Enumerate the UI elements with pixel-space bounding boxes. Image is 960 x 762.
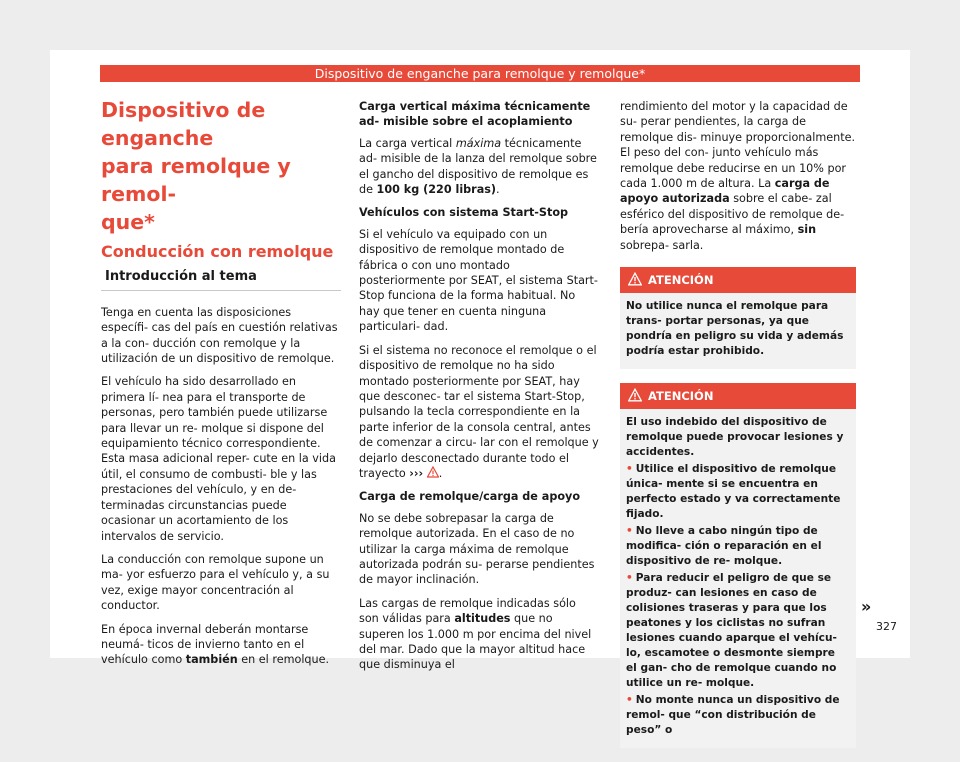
- italic-text: máxima: [455, 136, 502, 150]
- bullet-icon: •: [626, 525, 633, 538]
- text: Las cargas de remolque indicadas sólo son válidas para: [359, 596, 576, 626]
- column-3: [620, 99, 856, 762]
- text: .: [438, 466, 443, 480]
- warning-body: [620, 409, 856, 748]
- text: rendimiento del motor y la capacidad de su- perar pendientes, la carga de remolque dis- minuye proporcionalmente. El peso del con- junto vehículo más remolque debe reducirse en un 10% por cada 1.000 m de altura. La: [620, 100, 856, 191]
- paragraph: [620, 99, 856, 253]
- intro-heading: Introducción al tema: [101, 269, 341, 290]
- bullet-icon: •: [626, 694, 633, 707]
- bullet-icon: •: [626, 572, 633, 585]
- bold-text: sin: [797, 223, 817, 237]
- text: en el remolque.: [237, 653, 330, 667]
- subheading: Vehículos con sistema Start-Stop: [359, 206, 569, 220]
- continued-arrow-icon: »: [861, 597, 872, 616]
- warning-box: [620, 267, 856, 369]
- bullet-text: No monte nunca un dispositivo de remol- que “con distribución de peso” o: [626, 694, 840, 737]
- bullet-text: Para reducir el peligro de que se produz- can lesiones en caso de colisiones traseras y para que los peatones y los ciclistas no sufran lesiones cuando aparque el vehícu- lo, escamotee o desmonte siempre el gan- cho de remolque cuando no utilice un re- molque.: [626, 572, 837, 690]
- bullet-icon: •: [626, 463, 633, 476]
- text: En época invernal deberán montarse neumá- ticos de invierno tanto en el vehículo como: [101, 622, 309, 667]
- subheading: Carga de remolque/carga de apoyo: [359, 490, 581, 504]
- warning-text: No utilice nunca el remolque para trans- portar personas, ya que pondría en peligro su vida y además podría estar prohibido.: [626, 300, 844, 358]
- warning-icon: [628, 388, 642, 402]
- warning-label: ATENCIÓN: [648, 389, 714, 404]
- bold-text: carga de apoyo autorizada: [620, 177, 830, 206]
- bold-text: 100 kg (220 libras): [376, 183, 497, 197]
- bullet-text: Utilice el dispositivo de remolque única- mente si se encuentra en perfecto estado y va correctamente fijado.: [626, 463, 841, 521]
- text: .: [496, 183, 500, 197]
- paragraph: [359, 343, 599, 482]
- column-2: [359, 99, 599, 681]
- warning-header: [620, 383, 856, 409]
- page-number: 327: [876, 620, 897, 633]
- bold-text: también: [185, 653, 238, 667]
- paragraph: [359, 596, 599, 673]
- bold-text: altitudes: [454, 612, 511, 626]
- paragraph: Si el vehículo va equipado con un dispositivo de remolque montado de fábrica o con uno montado posteriormente por SEAT, el sistema Start-Stop funciona de la forma habitual. No hay que tener en cuenta ninguna particulari- dad.: [359, 227, 598, 334]
- warning-label: ATENCIÓN: [648, 273, 714, 288]
- subheading: Carga vertical máxima técnicamente ad- misible sobre el acoplamiento: [359, 100, 591, 129]
- text: Si el sistema no reconoce el remolque o el dispositivo de remolque no ha sido montado posteriormente por SEAT, hay que desconec- tar el sistema Start-Stop, pulsando la tecla correspondiente en la parte inferior de la consola central, antes de comenzar a circu- lar con el remolque y dejarlo desconectado durante todo el trayecto: [359, 343, 599, 480]
- warning-icon: [628, 272, 642, 286]
- paragraph: No se debe sobrepasar la carga de remolque autorizada. En el caso de no utilizar la carga máxima de remolque autorizada podrán su- perarse pendientes de mayor inclinación.: [359, 511, 595, 587]
- warning-box: [620, 383, 856, 748]
- paragraph: La conducción con remolque supone un ma- yor esfuerzo para el vehículo y, a su vez, exige mayor concentración al conductor.: [101, 552, 330, 613]
- running-header: Dispositivo de enganche para remolque y remolque*: [100, 65, 860, 82]
- paragraph: El vehículo ha sido desarrollado en primera lí- nea para el transporte de personas, pero también puede utilizarse para llevar un re- molque si dispone del equipamiento técnico correspondiente. Esta masa adicional reper- cute en la vida útil, el consumo de combusti- ble y las prestaciones del vehículo, y en de- terminadas circunstancias puede ocasionar un acortamiento de los intervalos de servicio.: [101, 375, 336, 543]
- paragraph: [359, 136, 599, 198]
- chapter-title: [101, 96, 341, 236]
- cross-reference-link[interactable]: ›››: [409, 466, 424, 480]
- warning-body: [620, 293, 856, 369]
- chapter-title-line-2: para remolque y remol-: [101, 154, 291, 206]
- paragraph: Tenga en cuenta las disposiciones específi- cas del país en cuestión relativas a la con- ducción con remolque y la utilización de un dispositivo de remolque.: [101, 305, 338, 366]
- chapter-title-line-1: Dispositivo de enganche: [101, 98, 266, 150]
- text: sobre el cabe- zal esférico del dispositivo de remolque de- bería aprovecharse al máximo,: [620, 192, 845, 237]
- warning-text: El uso indebido del dispositivo de remolque puede provocar lesiones y accidentes.: [626, 416, 844, 459]
- chapter-title-line-3: que*: [101, 210, 155, 234]
- warning-bullet: [626, 693, 848, 738]
- bullet-text: No lleve a cabo ningún tipo de modifica- ción o reparación en el dispositivo de re- molque.: [626, 525, 822, 568]
- text: técnicamente ad- misible de la lanza del remolque sobre el gancho del dispositivo de remolque es de: [359, 136, 597, 197]
- text: sobrepa- sarla.: [620, 238, 704, 252]
- text: que no superen los 1.000 m por encima del nivel del mar. Dado que la mayor altitud hace que disminuya el: [359, 612, 592, 672]
- warning-icon: [427, 466, 439, 478]
- section-title: Conducción con remolque: [101, 242, 334, 261]
- text: La carga vertical: [359, 136, 456, 150]
- column-1: [101, 96, 341, 676]
- warning-bullet: [626, 524, 848, 569]
- paragraph: [101, 622, 341, 668]
- warning-bullet: [626, 571, 848, 691]
- warning-header: [620, 267, 856, 293]
- warning-bullet: [626, 462, 848, 522]
